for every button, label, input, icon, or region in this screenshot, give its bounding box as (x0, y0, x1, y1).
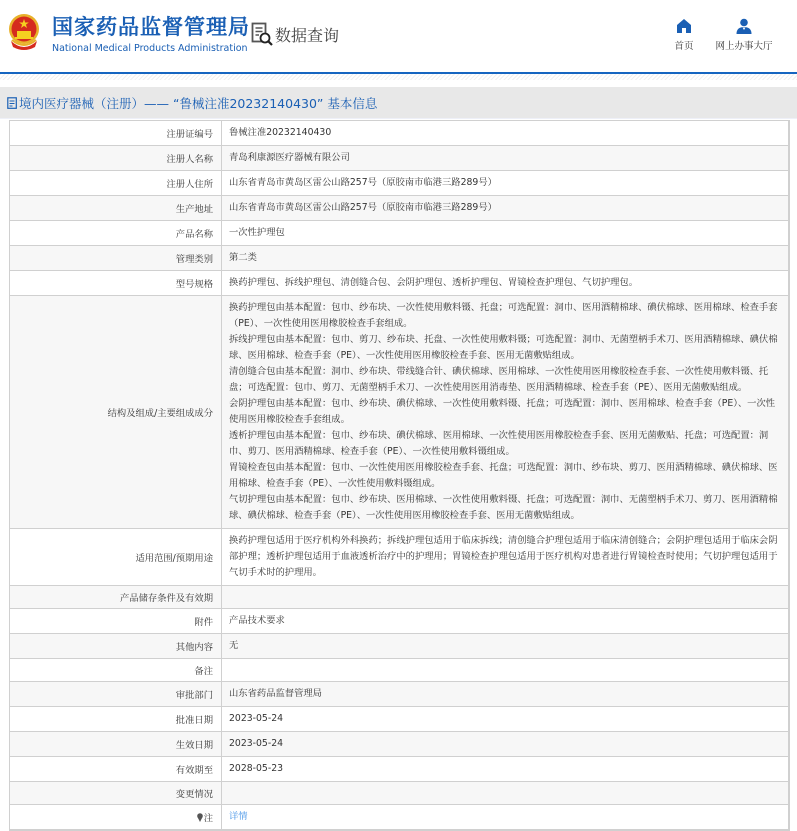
structure-paragraph: 拆线护理包由基本配置：包巾、剪刀、纱布块、托盘、一次性使用敷料镊；可选配置：洞巾、无菌塑柄手术刀、医用酒精棉球、碘伏棉球、医用棉球、检查手套（PE）、一次性使用医用橡胶检查手套、医用无菌敷贴组成。 (229, 334, 778, 361)
row-label: 管理类别 (10, 246, 222, 271)
row-label-note (10, 805, 222, 831)
row-label: 审批部门 (10, 682, 222, 707)
row-value: 产品技术要求 (222, 609, 790, 634)
data-query-label: 数据查询 (275, 25, 340, 45)
structure-paragraph: 清创缝合包由基本配置：洞巾、纱布块、带线缝合针、碘伏棉球、医用棉球、一次性使用医用橡胶检查手套、一次性使用敷料镊、托盘；可选配置：包巾、剪刀、无菌塑柄手术刀、一次性使用医用消毒垫、医用酒精棉球、检查手套（PE）、医用无菌敷贴组成。 (229, 366, 769, 393)
row-label: 产品储存条件及有效期 (10, 586, 222, 609)
table-row (10, 246, 790, 271)
home-icon (676, 18, 692, 34)
structure-paragraph: 换药护理包由基本配置：包巾、纱布块、一次性使用敷料镊、托盘；可选配置：洞巾、医用酒精棉球、碘伏棉球、医用棉球、检查手套（PE）、一次性使用医用橡胶检查手套组成。 (229, 302, 778, 329)
row-label: 结构及组成/主要组成成分 (10, 296, 222, 529)
table-row (10, 586, 790, 609)
row-value-structure (222, 296, 790, 529)
row-value: 2023-05-24 (222, 732, 790, 757)
brand[interactable] (52, 14, 250, 56)
table-row (10, 732, 790, 757)
national-emblem-icon (7, 13, 41, 51)
row-value (222, 805, 790, 831)
row-label: 批准日期 (10, 707, 222, 732)
section-title: 境内医疗器械（注册）—— “鲁械注准20232140430” 基本信息 (19, 95, 378, 111)
row-value (222, 659, 790, 682)
nav-online-hall[interactable] (704, 18, 784, 52)
row-label: 备注 (10, 659, 222, 682)
table-row (10, 196, 790, 221)
row-label: 生效日期 (10, 732, 222, 757)
table-row (10, 805, 790, 831)
section-header (0, 87, 797, 119)
row-value: 山东省药品监督管理局 (222, 682, 790, 707)
table-row (10, 782, 790, 805)
row-value: 换药护理包适用于医疗机构外科换药；拆线护理包适用于临床拆线；清创缝合护理包适用于临床清创缝合；会阴护理包适用于临床会阴部护理；透析护理包适用于血液透析治疗中的护理用；胃镜检查护理包适用于医疗机构对患者进行胃镜检查时使用；气切护理包适用于气切手术时的护理用。 (222, 529, 790, 586)
row-label: 附件 (10, 609, 222, 634)
nav-online-hall-label: 网上办事大厅 (715, 41, 773, 52)
table-row (10, 634, 790, 659)
row-label: 注册人名称 (10, 146, 222, 171)
document-icon (7, 97, 18, 109)
table-row (10, 757, 790, 782)
structure-paragraph: 透析护理包由基本配置：包巾、纱布块、碘伏棉球、医用棉球、一次性使用医用橡胶检查手套、医用无菌敷贴、托盘；可选配置：洞巾、剪刀、医用酒精棉球、检查手套（PE）、一次性使用敷料镊组成。 (229, 430, 769, 457)
details-link[interactable]: 详情 (229, 811, 248, 822)
structure-paragraph: 胃镜检查包由基本配置：包巾、一次性使用医用橡胶检查手套、托盘；可选配置：洞巾、纱布块、剪刀、医用酒精棉球、碘伏棉球、医用棉球、检查手套（PE）、一次性使用敷料镊组成。 (229, 462, 778, 489)
row-value: 鲁械注准20232140430 (222, 121, 790, 146)
row-label: 变更情况 (10, 782, 222, 805)
row-value: 换药护理包、拆线护理包、清创缝合包、会阴护理包、透析护理包、胃镜检查护理包、气切护理包。 (222, 271, 790, 296)
brand-title-en: National Medical Products Administration (52, 43, 248, 54)
user-icon (736, 18, 752, 34)
table-row (10, 682, 790, 707)
table-row (10, 146, 790, 171)
row-label: 注册人住所 (10, 171, 222, 196)
table-row (10, 609, 790, 634)
nav-home[interactable] (664, 18, 704, 52)
table-row (10, 271, 790, 296)
row-value: 2028-05-23 (222, 757, 790, 782)
structure-paragraph: 气切护理包由基本配置：包巾、纱布块、医用棉球、一次性使用敷料镊、托盘；可选配置：洞巾、无菌塑柄手术刀、剪刀、医用酒精棉球、碘伏棉球、检查手套（PE）、一次性使用医用橡胶检查手套、医用无菌敷贴组成。 (229, 494, 778, 521)
table-row (10, 659, 790, 682)
site-header (0, 0, 797, 72)
nav-home-label: 首页 (674, 41, 694, 52)
row-value (222, 586, 790, 609)
row-value (222, 782, 790, 805)
table-row (10, 296, 790, 529)
row-value: 山东省青岛市黄岛区雷公山路257号（原胶南市临港三路289号） (222, 171, 790, 196)
row-value: 一次性护理包 (222, 221, 790, 246)
table-row (10, 707, 790, 732)
row-label: 注册证编号 (10, 121, 222, 146)
table-row (10, 221, 790, 246)
row-label: 其他内容 (10, 634, 222, 659)
row-label: 产品名称 (10, 221, 222, 246)
row-label: 型号规格 (10, 271, 222, 296)
row-value: 无 (222, 634, 790, 659)
row-label: 适用范围/预期用途 (10, 529, 222, 586)
table-row (10, 171, 790, 196)
table-row (10, 529, 790, 586)
document-search-icon (251, 22, 273, 46)
row-label-text: 注 (203, 813, 213, 824)
structure-paragraph: 会阴护理包由基本配置：包巾、纱布块、碘伏棉球、一次性使用敷料镊、托盘；可选配置：洞巾、医用棉球、检查手套（PE）、一次性使用医用橡胶检查手套组成。 (229, 398, 776, 425)
row-label: 生产地址 (10, 196, 222, 221)
detail-table (9, 120, 790, 831)
data-query-title (251, 22, 339, 46)
row-value: 2023-05-24 (222, 707, 790, 732)
row-value: 山东省青岛市黄岛区雷公山路257号（原胶南市临港三路289号） (222, 196, 790, 221)
detail-table-container (9, 120, 790, 831)
row-value: 青岛利康源医疗器械有限公司 (222, 146, 790, 171)
row-value: 第二类 (222, 246, 790, 271)
brand-title-cn: 国家药品监督管理局 (52, 15, 250, 39)
table-row (10, 121, 790, 146)
row-label: 有效期至 (10, 757, 222, 782)
pin-icon (197, 813, 203, 822)
header-hatch-strip (0, 74, 797, 80)
